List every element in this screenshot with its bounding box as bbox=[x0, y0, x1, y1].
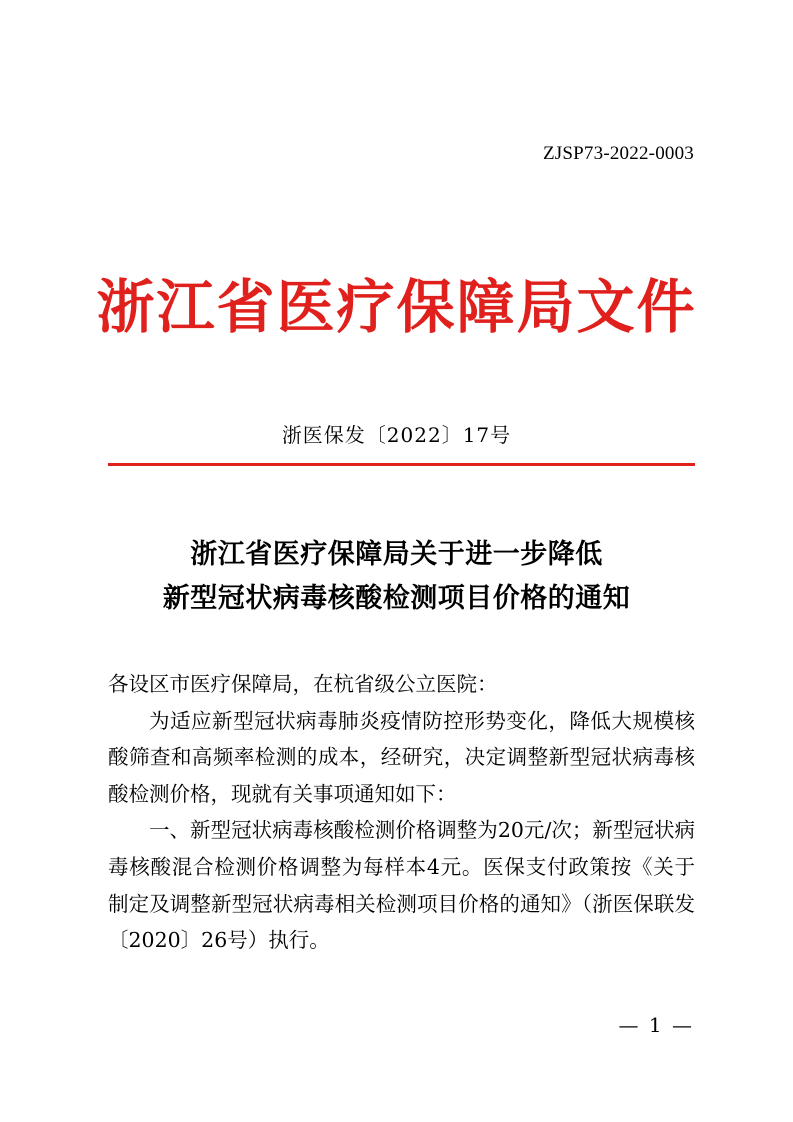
salutation: 各设区市医疗保障局，在杭省级公立医院： bbox=[108, 672, 498, 696]
red-divider-line bbox=[108, 463, 695, 466]
page-number: — 1 — bbox=[618, 1013, 694, 1037]
document-code: ZJSP73-2022-0003 bbox=[543, 143, 694, 164]
notice-title-line-2: 新型冠状病毒核酸检测项目价格的通知 bbox=[162, 583, 631, 614]
masthead-title: 浙江省医疗保障局文件 bbox=[96, 273, 697, 341]
body-paragraph-2: 一、新型冠状病毒核酸检测价格调整为20元/次；新型冠状病毒核酸混合检测价格调整为每样本4元。医保支付政策按《关于制定及调整新型冠状病毒相关检测项目价格的通知》（浙医保联发〔2020〕26号）执行。 bbox=[108, 818, 695, 953]
document-number: 浙医保发〔2022〕17号 bbox=[281, 423, 512, 447]
notice-title bbox=[0, 533, 793, 621]
notice-title-line-1: 浙江省医疗保障局关于进一步降低 bbox=[190, 539, 603, 570]
notice-body bbox=[108, 666, 695, 959]
body-paragraph-1: 为适应新型冠状病毒肺炎疫情防控形势变化，降低大规模核酸筛查和高频率检测的成本，经研究，决定调整新型冠状病毒核酸检测价格，现就有关事项通知如下： bbox=[108, 708, 695, 806]
